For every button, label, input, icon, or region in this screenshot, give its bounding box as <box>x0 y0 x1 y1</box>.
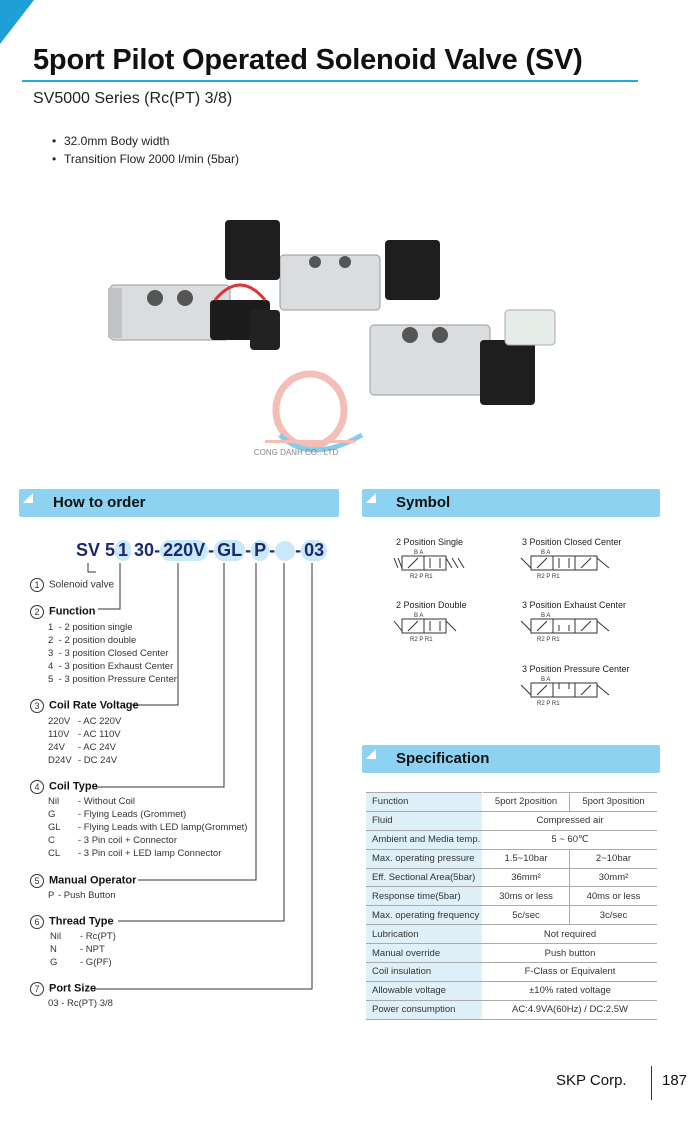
port-label-top: B A <box>541 677 551 683</box>
coil-options: Nil - Without Coil G - Flying Leads (Grommet) GL - Flying Leads with LED lamp(Grommet) C - 3 Pin coil + Connector CL - 3 Pin coil + LED lamp Connector <box>48 796 248 859</box>
table-row: Coil insulation F-Class or Equivalent <box>366 963 657 982</box>
symbol-label: 3 Position Exhaust Center <box>522 600 627 610</box>
valve-middle <box>225 220 440 310</box>
order-item-4: 4 Coil Type <box>30 780 98 794</box>
feature-item: • 32.0mm Body width <box>52 134 170 148</box>
specification-header <box>362 745 660 773</box>
code-size: 30 <box>134 540 155 560</box>
order-item-7: 7 Port Size <box>30 982 96 996</box>
code-operator: P <box>251 540 269 561</box>
table-row: Max. operating frequency 5c/sec 3c/sec <box>366 906 657 925</box>
order-item-6: 6 Thread Type <box>30 915 114 929</box>
voltage-options: 220V - AC 220V 110V - AC 110V 24V - AC 24V D24V - DC 24V <box>48 716 122 766</box>
order-item-1: 1 Solenoid valve <box>30 578 114 592</box>
table-row: Allowable voltage ±10% rated voltage <box>366 981 657 1000</box>
port-label-bottom: R2 P R1 <box>410 574 433 580</box>
code-coil: GL <box>214 540 245 561</box>
how-to-order-title: How to order <box>53 494 146 511</box>
symbol-3pos-pressure <box>517 675 617 707</box>
port-label-top: B A <box>414 613 424 619</box>
symbol-label: 3 Position Closed Center <box>522 537 622 547</box>
symbol-3pos-exhaust <box>517 611 617 643</box>
order-item-5: 5 Manual Operator <box>30 874 136 888</box>
company-name: SKP Corp. <box>556 1072 627 1089</box>
symbol-header <box>362 489 660 517</box>
how-to-order-header <box>19 489 339 517</box>
valve-right <box>370 310 555 405</box>
page-subtitle: SV5000 Series (Rc(PT) 3/8) <box>33 90 233 107</box>
code-port: 03 <box>301 540 327 561</box>
feature-list <box>52 132 239 168</box>
symbol-3pos-closed <box>517 548 617 580</box>
symbol-label: 2 Position Double <box>396 600 467 610</box>
table-row: Max. operating pressure 1.5~10bar 2~10bar <box>366 849 657 868</box>
table-row: Eff. Sectional Area(5bar) 36mm² 30mm² <box>366 868 657 887</box>
symbol-2pos-single <box>390 548 470 580</box>
table-row: Manual override Push button <box>366 944 657 963</box>
symbol-title: Symbol <box>396 494 451 511</box>
port-label-top: B A <box>541 550 551 556</box>
table-row: Power consumption AC:4.9VA(60Hz) / DC:2.5W <box>366 1000 657 1019</box>
watermark-text: CONG DANH CO., LTD <box>253 448 339 455</box>
table-row: Function 5port 2position 5port 3position <box>366 793 657 812</box>
port-label-bottom: R2 P R1 <box>537 574 560 580</box>
function-options: 1 - 2 position single 2 - 2 position double 3 - 3 position Closed Center 4 - 3 position Exhaust Center 5 - 3 position Pressure Center <box>48 622 177 685</box>
specification-title: Specification <box>396 750 490 767</box>
table-row: Lubrication Not required <box>366 925 657 944</box>
corner-accent <box>0 0 34 44</box>
page-title: 5port Pilot Operated Solenoid Valve (SV) <box>33 44 583 76</box>
code-voltage: 220V <box>160 540 208 561</box>
valve-left <box>108 285 280 350</box>
table-row: Response time(5bar) 30ms or less 40ms or less <box>366 887 657 906</box>
product-photo <box>100 210 560 455</box>
page-number: 187 <box>662 1072 688 1089</box>
watermark-logo <box>265 374 362 450</box>
order-item-2: 2 Function <box>30 605 95 619</box>
port-label-bottom: R2 P R1 <box>410 637 433 643</box>
port-label-top: B A <box>541 613 551 619</box>
port-options: 03 - Rc(PT) 3/8 <box>48 998 113 1009</box>
order-item-3: 3 Coil Rate Voltage <box>30 699 139 713</box>
symbol-label: 3 Position Pressure Center <box>522 664 630 674</box>
title-underline <box>22 80 638 82</box>
order-code: SV 5 1 30- 220V - GL - P - - 03 <box>76 540 327 561</box>
feature-item: • Transition Flow 2000 l/min (5bar) <box>52 152 239 166</box>
footer-divider <box>651 1066 652 1100</box>
specification-table <box>366 792 657 1020</box>
table-row: Fluid Compressed air <box>366 811 657 830</box>
code-function: 1 <box>115 540 131 561</box>
port-label-top: B A <box>414 550 424 556</box>
symbol-2pos-double <box>390 611 470 643</box>
port-label-bottom: R2 P R1 <box>537 701 560 707</box>
operator-options: P - Push Button <box>48 890 116 901</box>
thread-options: Nil - Rc(PT) N - NPT G - G(PF) <box>50 931 116 968</box>
table-row: Ambient and Media temp. 5 ~ 60℃ <box>366 830 657 849</box>
port-label-bottom: R2 P R1 <box>537 637 560 643</box>
symbol-label: 2 Position Single <box>396 537 464 547</box>
code-series: SV 5 <box>76 540 116 560</box>
